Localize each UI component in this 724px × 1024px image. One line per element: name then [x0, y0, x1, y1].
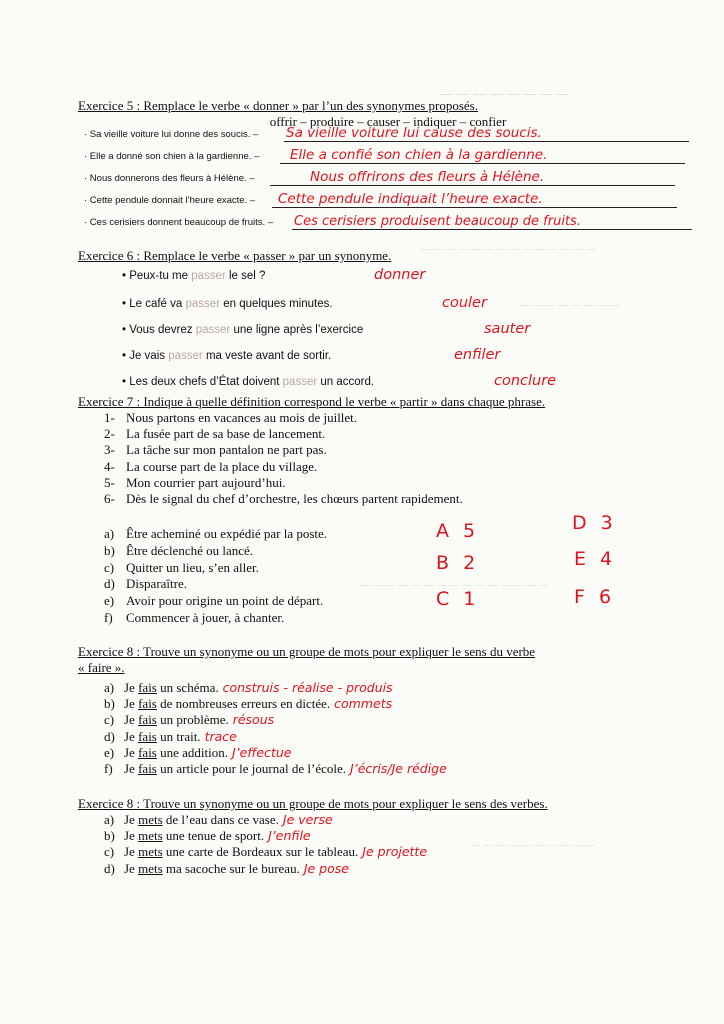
exercise-7-answer: B 2	[436, 552, 480, 574]
exercise-8-answer: Je projette	[362, 844, 428, 860]
exercise-8-answer: J’enfile	[268, 828, 311, 844]
exercise-6-row: • Les deux chefs d’État doivent passer un accord. conclure	[122, 373, 557, 389]
exercise-5-sentence: · Sa vieille voiture lui donne des soucis. –	[84, 129, 259, 140]
list-item: 2- La fusée part de sa base de lancement.	[104, 426, 326, 442]
exercise-5-title: Exercice 5 : Remplace le verbe « donner » par l’un des synonymes proposés.	[78, 98, 478, 113]
exercise-6-answer: enfiler	[454, 347, 501, 363]
exercise-8-answer: construis - réalise - produis	[222, 680, 393, 695]
answer-line	[270, 185, 675, 186]
show-through-text: — — — — — — — — — —	[470, 840, 596, 851]
highlighted-verb: passer	[185, 298, 221, 310]
exercise-5-answer: Elle a confié son chien à la gardienne.	[290, 147, 548, 163]
exercise-8-answer: trace	[204, 728, 237, 744]
exercise-5-synonyms: offrir – produire – causer – indiquer – confier	[269, 114, 507, 129]
show-through-text: — — — — — — — —	[440, 86, 570, 101]
exercise-5-sentence: · Elle a donné son chien à la gardienne. –	[84, 151, 260, 162]
exercise-8-answer: Je verse	[282, 812, 333, 827]
list-item: c) Je mets une carte de Bordeaux sur le tableau. Je projette	[104, 844, 428, 860]
list-item: b) Je fais de nombreuses erreurs en dictée. commets	[104, 696, 393, 712]
answer-line	[284, 141, 689, 142]
list-item: b) Être déclenché ou lancé.	[104, 542, 254, 558]
list-item: 4- La course part de la place du village.	[104, 458, 318, 474]
exercise-8-answer: commets	[334, 696, 393, 712]
exercise-7-sentences	[104, 410, 463, 507]
highlighted-verb: passer	[282, 376, 318, 388]
list-item: d) Disparaître.	[104, 576, 188, 592]
list-item: d) Je fais un trait. trace	[104, 728, 237, 744]
exercise-8-faire-list	[104, 680, 447, 777]
exercise-7-answer: E 4	[574, 548, 617, 570]
exercise-6-answer: donner	[374, 267, 426, 283]
list-item: a) Je mets de l’eau dans ce vase. Je verse	[104, 812, 333, 827]
exercise-7-answer: D 3	[572, 512, 617, 534]
list-item: 1- Nous partons en vacances au mois de juillet.	[104, 410, 358, 425]
exercise-8-answer: J’écris/Je rédige	[350, 761, 447, 777]
list-item: 5- Mon courrier part aujourd’hui.	[104, 474, 286, 490]
exercise-7-answer: F 6	[574, 586, 616, 608]
list-item: a) Je fais un schéma. construis - réalise - produis	[104, 680, 393, 695]
highlighted-verb: passer	[191, 270, 226, 282]
highlighted-verb: passer	[195, 324, 231, 336]
exercise-8-answer: Je pose	[303, 860, 349, 876]
exercise-7-answer: C 1	[436, 588, 480, 610]
exercise-6-title: Exercice 6 : Remplace le verbe « passer » par un synonyme.	[78, 248, 392, 263]
exercise-5-row	[84, 210, 694, 232]
exercise-8-mettre-title: Exercice 8 : Trouve un synonyme ou un groupe de mots pour expliquer le sens des verbes.	[78, 796, 548, 811]
highlighted-verb: passer	[168, 350, 203, 362]
list-item: d) Je mets ma sacoche sur le bureau. Je pose	[104, 860, 349, 876]
exercise-6-row: • Le café va passer en quelques minutes. couler	[122, 295, 487, 311]
exercise-6-row: • Je vais passer ma veste avant de sortir. enfiler	[122, 347, 501, 363]
show-through-text: — — — — — — — —	[520, 300, 620, 311]
exercise-5-row	[84, 188, 694, 210]
exercise-5-answer: Ces cerisiers produisent beaucoup de fruits.	[294, 214, 581, 229]
list-item: f) Commencer à jouer, à chanter.	[104, 609, 285, 625]
exercise-8-faire-title: Exercice 8 : Trouve un synonyme ou un groupe de mots pour expliquer le sens du verbe	[78, 644, 536, 659]
show-through-text: — — — — — — — — — — — — — —	[420, 244, 597, 255]
answer-line	[292, 229, 692, 230]
exercise-7-answer: A 5	[436, 520, 480, 542]
exercise-5-answer: Cette pendule indiquait l’heure exacte.	[278, 191, 543, 207]
list-item: c) Quitter un lieu, s’en aller.	[104, 559, 259, 575]
list-item: c) Je fais un problème. résous	[104, 712, 275, 728]
list-item: f) Je fais un article pour le journal de l’école. J’écris/Je rédige	[104, 761, 447, 777]
exercise-8-faire-title-line2: « faire ».	[78, 660, 125, 675]
exercise-5	[78, 98, 698, 228]
exercise-5-row	[84, 166, 694, 188]
exercise-5-row	[84, 122, 694, 144]
list-item: e) Je fais une addition. J’effectue	[104, 744, 292, 760]
exercise-5-sentence: · Ces cerisiers donnent beaucoup de fruits. –	[84, 217, 274, 228]
exercise-5-sentence: · Nous donnerons des fleurs à Hélène. –	[84, 173, 255, 184]
exercise-8-faire	[78, 644, 698, 678]
exercise-5-row	[84, 144, 694, 166]
exercise-8-mettre-list	[104, 812, 427, 877]
exercise-7-title: Exercice 7 : Indique à quelle définition correspond le verbe « partir » dans chaque phrase.	[78, 394, 546, 409]
exercise-6-answer: sauter	[484, 321, 531, 337]
exercise-8-answer: J’effectue	[232, 744, 292, 760]
show-through-text: — — — — — — — — — — — — — — —	[360, 580, 549, 591]
exercise-5-answer: Nous offrirons des fleurs à Hélène.	[310, 169, 545, 185]
answer-line	[272, 207, 677, 208]
exercise-7-definitions	[104, 526, 327, 627]
exercise-6-answer: conclure	[494, 373, 557, 389]
exercise-6-row: • Peux-tu me passer le sel ? donner	[122, 267, 426, 283]
exercise-8-answer: résous	[232, 712, 275, 728]
list-item: a) Être acheminé ou expédié par la poste.	[104, 526, 328, 541]
exercise-6-answer: couler	[442, 295, 487, 311]
list-item: e) Avoir pour origine un point de départ.	[104, 593, 324, 609]
list-item: 6- Dès le signal du chef d’orchestre, les chœurs partent rapidement.	[104, 491, 463, 507]
exercise-5-answer: Sa vieille voiture lui cause des soucis.	[286, 125, 542, 141]
answer-line	[280, 163, 685, 164]
list-item: 3- La tâche sur mon pantalon ne part pas.	[104, 442, 327, 458]
list-item: b) Je mets une tenue de sport. J’enfile	[104, 828, 311, 844]
exercise-5-sentence: · Cette pendule donnait l’heure exacte. –	[84, 195, 256, 206]
exercise-6-row: • Vous devrez passer une ligne après l’exercice sauter	[122, 321, 531, 337]
